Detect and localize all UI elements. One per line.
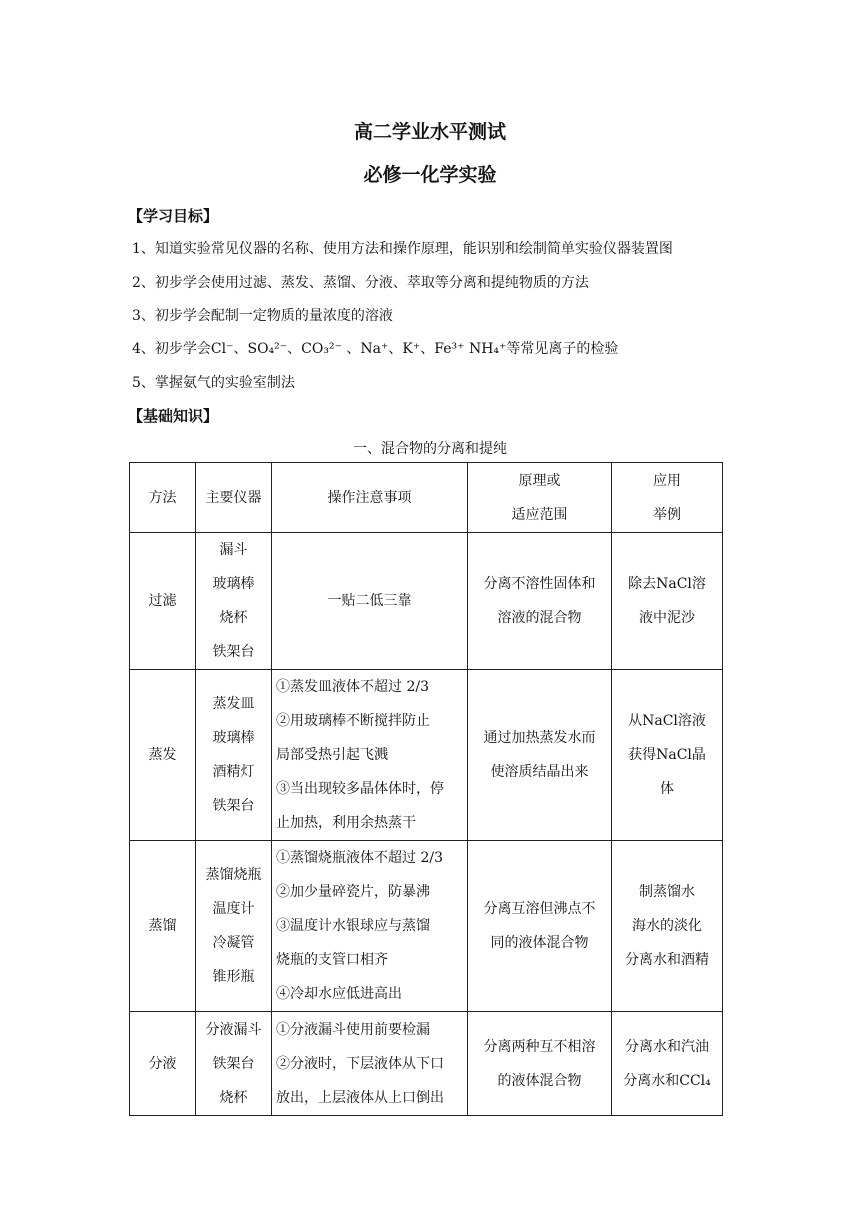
cell-line: 液中泥沙 [639, 610, 695, 626]
cell-line: 烧瓶的支管口相齐 [276, 952, 388, 968]
cell-line: ①分液漏斗使用前要检漏 [276, 1021, 430, 1038]
page-title: 高二学业水平测试 [353, 121, 506, 143]
cell-line: 放出，上层液体从上口倒出 [276, 1089, 444, 1106]
table-cell-example [612, 841, 723, 1012]
cell-line: 烧杯 [219, 1089, 248, 1106]
cell-line: 通过加热蒸发水而 [483, 730, 596, 746]
table-cell-notes [272, 1012, 468, 1116]
table-caption: 一、混合物的分离和提纯 [353, 441, 507, 457]
cell-line: 蒸发皿 [212, 696, 255, 712]
cell-line: 酒精灯 [212, 764, 255, 780]
goal-item: 1、知道实验常见仪器的名称、使用方法和操作原理，能识别和绘制简单实验仪器装置图 [132, 241, 673, 257]
basics-heading: 【基础知识】 [128, 407, 219, 425]
cell-line: 海水的淡化 [632, 918, 702, 934]
table-row [130, 670, 723, 841]
cell-line: 除去NaCl溶 [628, 576, 706, 592]
cell-line: 分离两种互不相溶 [483, 1038, 596, 1055]
cell-line: 分液 [148, 1055, 177, 1072]
table-cell-example [612, 533, 723, 670]
cell-line: 铁架台 [212, 644, 255, 660]
table-row [130, 841, 723, 1012]
cell-line: 的液体混合物 [497, 1072, 582, 1089]
goal-item: 4、初步学会Cl⁻、SO₄²⁻、CO₃²⁻ 、Na⁺、K⁺、Fe³⁺ NH₄⁺等常见离子的检验 [132, 341, 619, 357]
table-cell-method [130, 533, 196, 670]
table-cell-method [130, 1012, 196, 1116]
cell-line: 蒸馏 [148, 918, 177, 934]
cell-line: 从NaCl溶液 [628, 713, 706, 729]
page-subtitle: 必修一化学实验 [363, 164, 497, 186]
table-cell-notes [272, 533, 468, 670]
separation-methods-table [129, 462, 723, 1116]
table-cell-notes [272, 841, 468, 1012]
table-row [130, 533, 723, 670]
goal-item: 3、初步学会配制一定物质的量浓度的溶液 [132, 308, 393, 324]
table-cell-instruments [196, 841, 272, 1012]
header-cell: 操作注意事项 [272, 463, 468, 533]
cell-line: ①蒸发皿液体不超过 2/3 [276, 679, 429, 695]
cell-line: ②加少量碎瓷片，防暴沸 [276, 884, 430, 900]
table-cell-example [612, 670, 723, 841]
cell-line: ④冷却水应低进高出 [276, 986, 402, 1002]
cell-line: 蒸馏烧瓶 [205, 867, 262, 883]
header-cell: 原理或 适应范围 [468, 463, 612, 533]
table-cell-instruments [196, 670, 272, 841]
goal-item: 2、初步学会使用过滤、蒸发、蒸馏、分液、萃取等分离和提纯物质的方法 [132, 275, 589, 291]
cell-line: 玻璃棒 [212, 576, 255, 592]
table-cell-principle [468, 1012, 612, 1116]
table-cell-instruments [196, 533, 272, 670]
cell-line: 同的液体混合物 [490, 935, 589, 951]
cell-line: 分液漏斗 [205, 1021, 262, 1038]
cell-line: 烧杯 [219, 610, 248, 626]
cell-line: 局部受热引起飞溅 [276, 747, 388, 763]
cell-line: 过滤 [148, 593, 177, 609]
cell-line: 使溶质结晶出来 [490, 764, 589, 780]
table-cell-instruments [196, 1012, 272, 1116]
table-cell-example [612, 1012, 723, 1116]
cell-line: 温度计 [212, 901, 255, 917]
cell-line: 分离互溶但沸点不 [483, 901, 596, 917]
header-cell: 方法 [130, 463, 196, 533]
cell-line: 制蒸馏水 [639, 884, 695, 900]
cell-line: 玻璃棒 [212, 730, 255, 746]
cell-line: 铁架台 [212, 798, 255, 814]
cell-line: 溶液的混合物 [497, 610, 582, 626]
table-row [130, 1012, 723, 1116]
cell-line: 一贴二低三靠 [327, 593, 412, 609]
cell-line: 体 [660, 781, 674, 797]
cell-line: 漏斗 [219, 542, 248, 558]
cell-line: 铁架台 [212, 1055, 255, 1072]
goals-heading: 【学习目标】 [128, 207, 219, 225]
header-cell: 应用 举例 [612, 463, 723, 533]
cell-line: 分离水和酒精 [625, 952, 709, 968]
cell-line: 分离水和汽油 [625, 1038, 709, 1055]
cell-line: ③温度计水银球应与蒸馏 [276, 918, 430, 934]
cell-line: 冷凝管 [212, 935, 255, 951]
cell-line: 分离不溶性固体和 [483, 576, 596, 592]
table-cell-principle [468, 841, 612, 1012]
table-cell-notes [272, 670, 468, 841]
cell-line: ③当出现较多晶体体时，停 [276, 781, 444, 797]
table-cell-method [130, 841, 196, 1012]
cell-line: ②分液时，下层液体从下口 [276, 1055, 444, 1072]
table-header-row [130, 463, 723, 533]
goal-item: 5、掌握氨气的实验室制法 [132, 375, 295, 391]
cell-line: ①蒸馏烧瓶液体不超过 2/3 [276, 850, 443, 866]
cell-line: 获得NaCl晶 [628, 747, 706, 763]
table-cell-principle [468, 670, 612, 841]
cell-line: 蒸发 [148, 747, 177, 763]
cell-line: 止加热，利用余热蒸干 [276, 815, 416, 831]
cell-line: 分离水和CCl₄ [623, 1072, 711, 1089]
cell-line: ②用玻璃棒不断搅拌防止 [276, 713, 430, 729]
header-cell: 主要仪器 [196, 463, 272, 533]
cell-line: 锥形瓶 [212, 969, 255, 985]
table-cell-principle [468, 533, 612, 670]
table-cell-method [130, 670, 196, 841]
